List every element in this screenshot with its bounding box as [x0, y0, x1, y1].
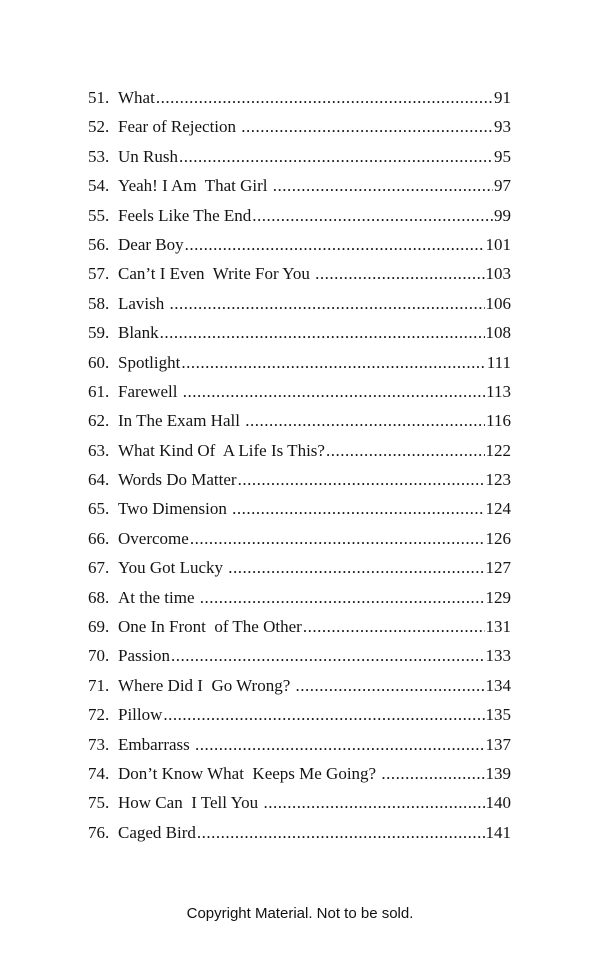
entry-page-number: 113 [486, 381, 511, 401]
entry-title: What Kind Of A Life Is This? [118, 440, 325, 460]
toc-entry[interactable] [88, 88, 511, 117]
entry-page-number: 99 [494, 205, 511, 225]
entry-title: Lavish [118, 293, 169, 313]
entry-page-number: 91 [494, 88, 511, 107]
entry-page-number: 140 [485, 793, 511, 813]
entry-title: Feels Like The End [118, 205, 252, 225]
entry-title: How Can I Tell You [118, 793, 263, 813]
dot-leader [245, 411, 485, 431]
entry-page-number: 122 [485, 440, 511, 460]
entry-number: 60. [88, 352, 110, 372]
entry-number: 69. [88, 617, 110, 637]
toc-entry[interactable] [88, 529, 511, 558]
dot-leader [195, 735, 484, 755]
entry-number: 57. [88, 264, 110, 284]
entry-title: Dear Boy [118, 234, 184, 254]
toc-entry[interactable] [88, 470, 511, 499]
dot-leader [181, 353, 485, 373]
entry-title: You Got Lucky [118, 558, 228, 578]
toc-entry[interactable] [88, 735, 511, 764]
dot-leader [163, 705, 484, 725]
entry-title: Where Did I Go Wrong? [118, 675, 295, 695]
dot-leader [381, 764, 484, 784]
dot-leader [228, 558, 484, 578]
entry-number: 61. [88, 381, 110, 401]
entry-title: Can’t I Even Write For You [118, 264, 315, 284]
dot-leader [252, 206, 493, 226]
toc-entry[interactable] [88, 676, 511, 705]
toc-entry[interactable] [88, 499, 511, 528]
entry-number: 65. [88, 499, 110, 519]
entry-number: 54. [88, 176, 110, 196]
toc-entry[interactable] [88, 117, 511, 146]
entry-page-number: 123 [485, 470, 511, 490]
toc-entry[interactable] [88, 382, 511, 411]
entry-number: 75. [88, 793, 110, 813]
toc-entry[interactable] [88, 793, 511, 822]
entry-page-number: 139 [485, 763, 511, 783]
entry-number: 68. [88, 587, 110, 607]
copyright-footer: Copyright Material. Not to be sold. [186, 905, 414, 922]
entry-page-number: 95 [494, 146, 511, 166]
toc-entry[interactable] [88, 588, 511, 617]
entry-number: 72. [88, 705, 110, 725]
entry-page-number: 106 [485, 293, 511, 313]
dot-leader [315, 264, 484, 284]
dot-leader [179, 147, 493, 167]
entry-page-number: 108 [485, 323, 511, 343]
entry-title: What [118, 88, 155, 107]
entry-number: 74. [88, 763, 110, 783]
entry-title: Overcome [118, 528, 189, 548]
entry-number: 67. [88, 558, 110, 578]
dot-leader [160, 323, 485, 343]
entry-page-number: 103 [485, 264, 511, 284]
dot-leader [303, 617, 485, 637]
entry-title: Yeah! I Am That Girl [118, 176, 272, 196]
toc-entry[interactable] [88, 764, 511, 793]
entry-page-number: 126 [485, 528, 511, 548]
entry-number: 53. [88, 146, 110, 166]
entry-page-number: 141 [485, 822, 511, 842]
dot-leader [273, 176, 493, 196]
dot-leader [263, 793, 484, 813]
dot-leader [170, 294, 485, 314]
entry-page-number: 93 [494, 117, 511, 137]
entry-title: Spotlight [118, 352, 181, 372]
entry-page-number: 129 [485, 587, 511, 607]
dot-leader [241, 117, 493, 137]
entry-title: One In Front of The Other [118, 617, 302, 637]
dot-leader [185, 235, 485, 255]
toc-entry[interactable] [88, 264, 511, 293]
toc-entry[interactable] [88, 441, 511, 470]
entry-page-number: 134 [485, 675, 511, 695]
toc-entry[interactable] [88, 617, 511, 646]
toc-entry[interactable] [88, 705, 511, 734]
entry-title: Pillow [118, 705, 163, 725]
entry-page-number: 133 [485, 646, 511, 666]
entry-title: Blank [118, 323, 159, 343]
dot-leader [190, 529, 485, 549]
entry-number: 64. [88, 470, 110, 490]
entry-number: 51. [88, 88, 110, 107]
entry-number: 55. [88, 205, 110, 225]
entry-title: Embarrass [118, 734, 195, 754]
entry-number: 70. [88, 646, 110, 666]
entry-title: Un Rush [118, 146, 178, 166]
entry-title: Farewell [118, 381, 182, 401]
dot-leader [200, 588, 485, 608]
dot-leader [238, 470, 485, 490]
entry-page-number: 124 [485, 499, 511, 519]
dot-leader [171, 646, 485, 666]
dot-leader [197, 823, 485, 843]
toc-entry[interactable] [88, 176, 511, 205]
toc-entry[interactable] [88, 147, 511, 176]
entry-page-number: 97 [494, 176, 511, 196]
entry-title: In The Exam Hall [118, 411, 245, 431]
entry-page-number: 135 [485, 705, 511, 725]
entry-page-number: 101 [485, 234, 511, 254]
entry-title: Passion [118, 646, 170, 666]
entry-number: 71. [88, 675, 110, 695]
entry-page-number: 137 [485, 734, 511, 754]
entry-number: 52. [88, 117, 110, 137]
entry-title: Fear of Rejection [118, 117, 241, 137]
toc-entry[interactable] [88, 353, 511, 382]
dot-leader [296, 676, 485, 696]
toc-entry[interactable] [88, 558, 511, 587]
entry-number: 76. [88, 822, 110, 842]
toc-entry[interactable] [88, 206, 511, 235]
entry-page-number: 131 [485, 617, 511, 637]
toc-entry[interactable] [88, 411, 511, 440]
entry-page-number: 111 [486, 352, 511, 372]
dot-leader [232, 499, 484, 519]
toc-entry[interactable] [88, 646, 511, 675]
entry-title: Two Dimension [118, 499, 232, 519]
toc-entry[interactable] [88, 235, 511, 264]
toc-entry[interactable] [88, 294, 511, 323]
toc-entry[interactable] [88, 823, 511, 852]
entry-page-number: 127 [485, 558, 511, 578]
table-of-contents [88, 88, 511, 852]
dot-leader [156, 88, 493, 108]
entry-title: Caged Bird [118, 822, 196, 842]
entry-title: At the time [118, 587, 199, 607]
entry-title: Don’t Know What Keeps Me Going? [118, 763, 381, 783]
entry-title: Words Do Matter [118, 470, 237, 490]
entry-number: 62. [88, 411, 110, 431]
dot-leader [183, 382, 485, 402]
entry-page-number: 116 [486, 411, 511, 431]
dot-leader [326, 441, 485, 461]
entry-number: 56. [88, 234, 110, 254]
entry-number: 66. [88, 528, 110, 548]
entry-number: 73. [88, 734, 110, 754]
entry-number: 63. [88, 440, 110, 460]
entry-number: 58. [88, 293, 110, 313]
toc-entry[interactable] [88, 323, 511, 352]
entry-number: 59. [88, 323, 110, 343]
